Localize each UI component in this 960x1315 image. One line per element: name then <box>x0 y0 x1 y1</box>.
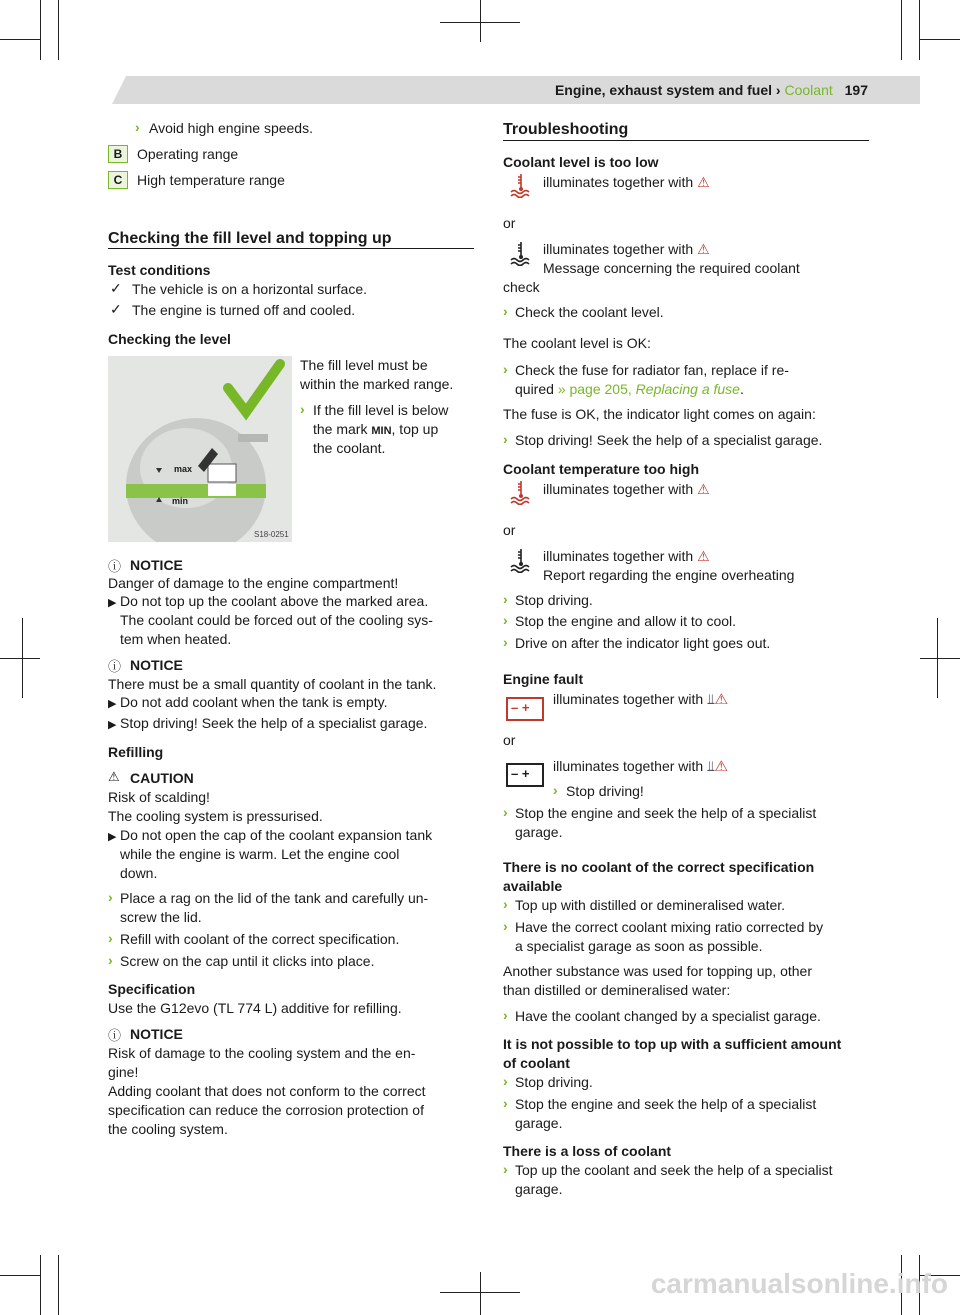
arrow-icon: › <box>108 930 113 946</box>
coolant-tank-figure <box>108 356 292 542</box>
instruction: Stop the engine and allow it to cool. <box>515 613 737 629</box>
caution-text: Do not open the cap of the coolant expansion tank <box>120 827 433 843</box>
instruction: Drive on after the indicator light goes out. <box>515 635 771 651</box>
text-part: illuminates together with <box>553 691 704 707</box>
message-text: Message concerning the required coolant <box>543 260 800 276</box>
caution-text: The cooling system is pressurised. <box>108 808 323 824</box>
crop-mark <box>0 39 40 40</box>
arrow-icon: › <box>135 119 140 135</box>
bullet-triangle-icon: ▶ <box>108 719 117 731</box>
notice-title: NOTICE <box>130 657 183 673</box>
arrow-icon: › <box>503 431 508 447</box>
crop-mark <box>40 1255 41 1315</box>
caution-title: CAUTION <box>130 770 194 786</box>
text-part: the mark <box>313 421 372 437</box>
arrow-icon: › <box>503 918 508 934</box>
text-part: , top up <box>391 421 439 437</box>
subheading: It is not possible to top up with a sufficient amount <box>503 1036 842 1052</box>
arrow-icon: › <box>503 634 508 650</box>
spec-text: Use the G12evo (TL 774 L) additive for refilling. <box>108 1000 402 1016</box>
instruction: garage. <box>515 1181 563 1197</box>
notice-text: Danger of damage to the engine compartment! <box>108 575 399 591</box>
text-part: illuminates together with <box>543 174 694 190</box>
coolant-temperature-icon <box>508 172 534 198</box>
breadcrumb: Engine, exhaust system and fuel › <box>554 82 781 98</box>
key-c-box: C <box>108 171 128 189</box>
subheading: There is a loss of coolant <box>503 1143 672 1159</box>
notice-icon: ⓘ <box>108 1028 122 1043</box>
subheading: Checking the level <box>108 331 231 347</box>
text-part: » page 205, <box>557 381 636 397</box>
notice-icon: ⓘ <box>108 559 122 574</box>
arrow-icon: › <box>503 1073 508 1089</box>
coolant-temperature-icon <box>508 479 534 505</box>
subheading: Coolant temperature too high <box>503 461 699 477</box>
crop-mark <box>58 0 59 60</box>
min-mark-label: min <box>172 496 189 506</box>
instruction: garage. <box>515 824 563 840</box>
legend-text: High temperature range <box>137 172 285 188</box>
bullet-triangle-icon: ▶ <box>108 698 117 710</box>
notice-text: gine! <box>108 1064 139 1080</box>
notice-text: tem when heated. <box>120 631 232 647</box>
or-text: or <box>503 732 516 748</box>
crop-mark <box>920 39 960 40</box>
subheading: Test conditions <box>108 262 211 278</box>
page-number: 197 <box>844 82 868 98</box>
subheading: Coolant level is too low <box>503 154 659 170</box>
notice-title: NOTICE <box>130 557 183 573</box>
instruction: Place a rag on the lid of the tank and carefully un- <box>120 890 429 906</box>
arrow-icon: › <box>503 303 508 319</box>
battery-icon: – + <box>506 763 544 787</box>
key-b-box: B <box>108 145 128 163</box>
crop-mark <box>58 1255 59 1315</box>
figure-text: If the fill level is below <box>313 402 449 418</box>
page-header <box>555 82 868 98</box>
notice-icon: ⓘ <box>108 659 122 674</box>
instruction: Stop driving! Seek the help of a specialist garage. <box>515 432 823 448</box>
arrow-icon: › <box>108 952 113 968</box>
warning-triangle-icon: ⚠ <box>697 481 710 497</box>
figure-text <box>313 420 438 441</box>
instruction: Stop the engine and seek the help of a specialist <box>515 1096 817 1112</box>
crop-mark <box>40 0 41 60</box>
warning-triangle-icon: ⚠ <box>697 548 710 564</box>
instruction: Stop driving! <box>566 783 644 799</box>
coolant-temperature-icon <box>508 240 534 266</box>
max-mark-label: max <box>174 464 193 474</box>
notice-text: specification can reduce the corrosion protection of <box>108 1102 424 1118</box>
arrow-icon: › <box>503 896 508 912</box>
bullet-triangle-icon: ▶ <box>108 597 117 609</box>
heading-rule <box>503 140 869 141</box>
or-text: or <box>503 215 516 231</box>
instruction: Refill with coolant of the correct specification. <box>120 931 400 947</box>
info-text: Another substance was used for topping up, other <box>503 963 812 979</box>
instruction: Check the coolant level. <box>515 304 664 320</box>
indicator-text <box>543 547 710 566</box>
text-part: illuminates together with <box>553 758 704 774</box>
message-text: check <box>503 279 540 295</box>
status-text: The coolant level is OK: <box>503 335 651 351</box>
watermark: carmanualsonline.info <box>650 1268 948 1299</box>
arrow-icon: › <box>300 401 305 417</box>
instruction: Top up the coolant and seek the help of a specialist <box>515 1162 833 1178</box>
heading-rule <box>108 248 474 249</box>
subheading: Refilling <box>108 744 164 760</box>
text-part: illuminates together with <box>543 241 694 257</box>
info-text: than distilled or demineralised water: <box>503 982 731 998</box>
notice-text: Adding coolant that does not conform to the correct <box>108 1083 426 1099</box>
instruction: garage. <box>515 1115 563 1131</box>
bullet-triangle-icon: ▶ <box>108 831 117 843</box>
notice-text: Stop driving! Seek the help of a specialist garage. <box>120 715 428 731</box>
arrow-icon: › <box>503 612 508 628</box>
section-heading: Checking the fill level and topping up <box>108 230 392 247</box>
arrow-icon: › <box>503 591 508 607</box>
arrow-icon: › <box>108 889 113 905</box>
indicator-text <box>543 480 710 499</box>
instruction <box>515 380 744 399</box>
crop-mark <box>920 658 960 659</box>
instruction: Stop driving. <box>515 592 593 608</box>
or-text: or <box>503 522 516 538</box>
instruction: Top up with distilled or demineralised water. <box>515 897 786 913</box>
subheading: Specification <box>108 981 196 997</box>
caution-text: Risk of scalding! <box>108 789 210 805</box>
arrow-icon: › <box>503 1095 508 1111</box>
text-part: Replacing a fuse <box>635 381 740 397</box>
text-part: . <box>739 381 744 397</box>
figure-code: S18-0251 <box>254 530 289 539</box>
crop-mark <box>0 1275 40 1276</box>
notice-text: the cooling system. <box>108 1121 228 1137</box>
condition: The vehicle is on a horizontal surface. <box>132 281 368 297</box>
caution-text: down. <box>120 865 158 881</box>
indicator-text <box>553 690 728 709</box>
warning-triangle-icon: ⚠ <box>714 758 728 774</box>
page-reference-link[interactable] <box>558 381 740 397</box>
indicator-text <box>553 757 728 776</box>
legend-text: Operating range <box>137 146 239 162</box>
condition: The engine is turned off and cooled. <box>132 302 356 318</box>
crop-mark <box>480 1272 481 1315</box>
warning-triangle-icon: ⚠ <box>108 769 120 784</box>
figure-text: within the marked range. <box>300 376 454 392</box>
indicator-text <box>543 240 710 259</box>
warning-triangle-icon: ⚠ <box>714 691 728 707</box>
notice-text: Do not add coolant when the tank is empty. <box>120 694 388 710</box>
instruction: Screw on the cap until it clicks into place. <box>120 953 375 969</box>
warning-triangle-icon: ⚠ <box>697 174 710 190</box>
instruction: Avoid high engine speeds. <box>149 120 313 136</box>
check-icon: ✓ <box>110 301 122 317</box>
arrow-icon: › <box>503 1007 508 1023</box>
coolant-icon: ⫫ <box>707 758 715 774</box>
instruction: Check the fuse for radiator fan, replace if re- <box>515 362 789 378</box>
crop-mark <box>22 618 23 698</box>
notice-text: Risk of damage to the cooling system and the en- <box>108 1045 416 1061</box>
section-heading: Troubleshooting <box>503 121 629 138</box>
subheading: Engine fault <box>503 671 584 687</box>
coolant-icon: ⫫ <box>707 691 715 707</box>
text-part: illuminates together with <box>543 548 694 564</box>
arrow-icon: › <box>503 361 508 377</box>
instruction: Have the coolant changed by a specialist garage. <box>515 1008 821 1024</box>
crop-mark <box>919 0 920 60</box>
indicator-text <box>543 173 710 192</box>
min-mark-symbol: MIN <box>371 425 392 437</box>
subheading: There is no coolant of the correct specification <box>503 859 815 875</box>
text-part: quired <box>515 381 558 397</box>
instruction: Stop the engine and seek the help of a specialist <box>515 805 817 821</box>
message-text: Report regarding the engine overheating <box>543 567 795 583</box>
arrow-icon: › <box>503 1161 508 1177</box>
crop-mark <box>901 0 902 60</box>
crop-mark <box>480 0 481 42</box>
subheading: of coolant <box>503 1055 570 1071</box>
check-icon: ✓ <box>110 280 122 296</box>
section-name: Coolant <box>784 82 833 98</box>
notice-title: NOTICE <box>130 1026 183 1042</box>
instruction: Stop driving. <box>515 1074 593 1090</box>
figure-text: the coolant. <box>313 440 386 456</box>
figure-text: The fill level must be <box>300 357 428 373</box>
notice-text: The coolant could be forced out of the cooling sys- <box>120 612 433 628</box>
coolant-tank-illustration <box>108 356 292 542</box>
battery-icon: – + <box>506 697 544 721</box>
crop-mark <box>0 658 40 659</box>
text-part: illuminates together with <box>543 481 694 497</box>
subheading: available <box>503 878 563 894</box>
instruction: a specialist garage as soon as possible. <box>515 938 763 954</box>
notice-text: There must be a small quantity of coolant in the tank. <box>108 676 437 692</box>
arrow-icon: › <box>553 782 558 798</box>
crop-mark <box>937 618 938 698</box>
caution-text: while the engine is warm. Let the engine cool <box>120 846 400 862</box>
arrow-icon: › <box>503 804 508 820</box>
coolant-temperature-icon <box>508 547 534 573</box>
instruction: screw the lid. <box>120 909 202 925</box>
instruction: Have the correct coolant mixing ratio corrected by <box>515 919 824 935</box>
notice-text: Do not top up the coolant above the marked area. <box>120 593 429 609</box>
status-text: The fuse is OK, the indicator light comes on again: <box>503 406 816 422</box>
warning-triangle-icon: ⚠ <box>697 241 710 257</box>
